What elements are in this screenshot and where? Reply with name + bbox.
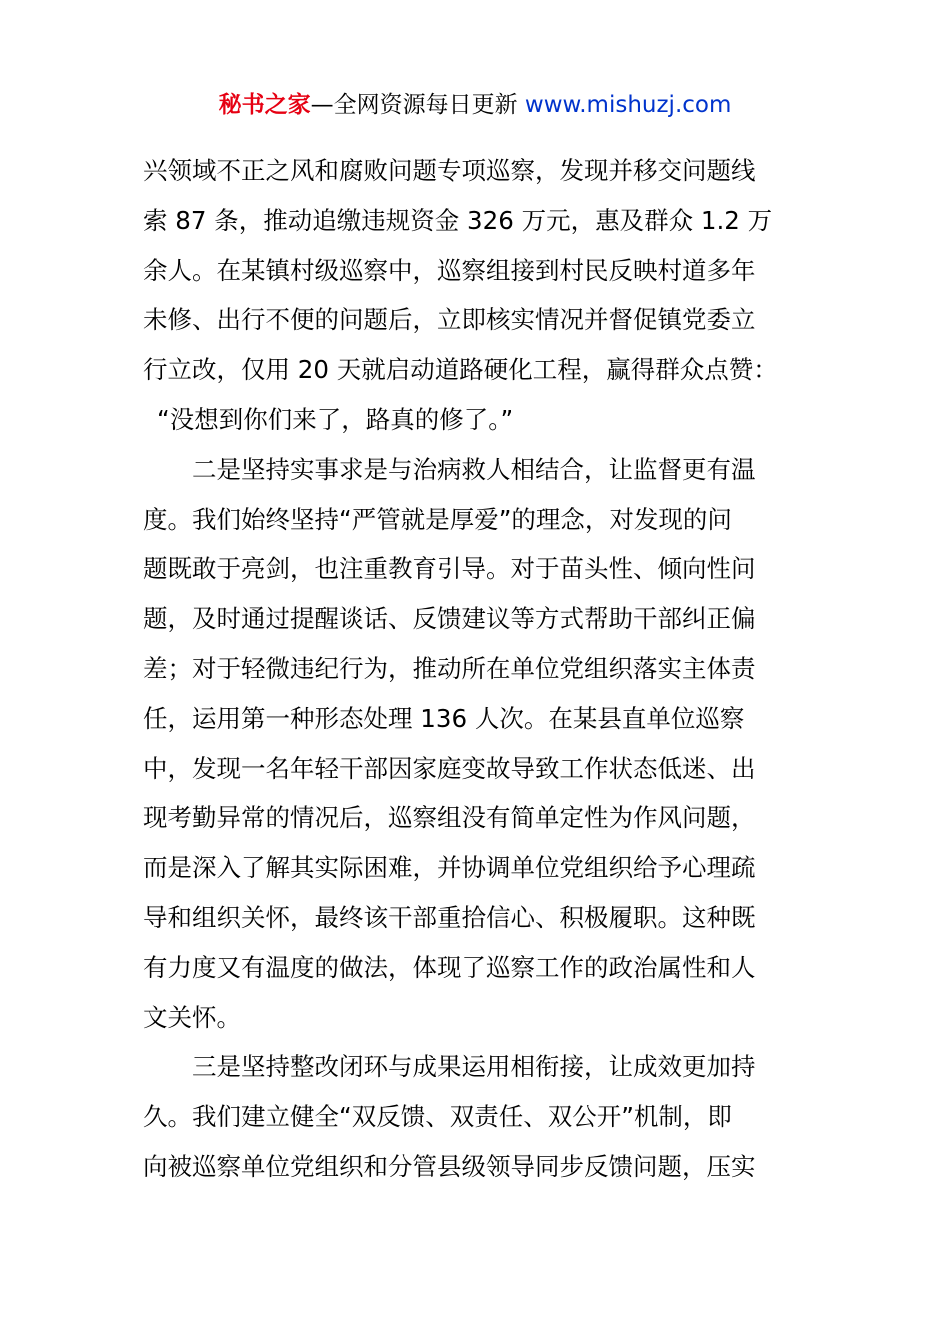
text-line: “没想到你们来了，路真的修了。” [157,404,514,434]
text-line: 度。我们始终坚持“严管就是厚爱”的理念，对发现的问 [143,504,732,534]
text-line: 任，运用第一种形态处理 136 人次。在某县直单位巡察 [143,703,745,733]
text-line: 文关怀。 [143,1002,241,1032]
brand-name: 秘书之家 [218,92,311,118]
text-line: 题，及时通过提醒谈话、反馈建议等方式帮助干部纠正偏 [143,604,756,634]
paragraph-start-line: 三是坚持整改闭环与成果运用相衔接，让成效更加持 [192,1052,756,1082]
text-line: 兴领域不正之风和腐败问题专项巡察，发现并移交问题线 [143,156,756,185]
text-line: 索 87 条，推动追缴违规资金 326 万元，惠及群众 1.2 万 [143,205,773,235]
text-line: 而是深入了解其实际困难，并协调单位党组织给予心理疏 [143,853,756,883]
text-line: 差；对于轻微违纪行为，推动所在单位党组织落实主体责 [143,653,756,683]
text-line: 向被巡察单位党组织和分管县级领导同步反馈问题，压实 [143,1151,756,1181]
text-line: 余人。在某镇村级巡察中，巡察组接到村民反映村道多年 [143,255,756,285]
text-line: 久。我们建立健全“双反馈、双责任、双公开”机制，即 [143,1102,732,1132]
paragraph-start-line: 二是坚持实事求是与治病救人相结合，让监督更有温 [192,454,756,484]
text-line: 导和组织关怀，最终该干部重拾信心、积极履职。这种既 [143,902,756,932]
page-header [0,88,950,122]
text-line: 未修、出行不便的问题后，立即核实情况并督促镇党委立 [143,305,756,335]
text-line: 行立改，仅用 20 天就启动道路硬化工程，赢得群众点赞： [143,355,778,385]
text-line: 有力度又有温度的做法，体现了巡察工作的政治属性和人 [143,952,756,982]
header-tagline: —全网资源每日更新 [310,92,525,118]
text-line: 现考勤异常的情况后，巡察组没有简单定性为作风问题， [143,803,756,833]
text-line: 题既敢于亮剑，也注重教育引导。对于苗头性、倾向性问 [143,554,756,584]
document-body [143,146,813,1192]
text-line: 中，发现一名年轻干部因家庭变故导致工作状态低迷、出 [143,753,756,783]
site-url-link[interactable]: www.mishuzj.com [524,92,732,118]
